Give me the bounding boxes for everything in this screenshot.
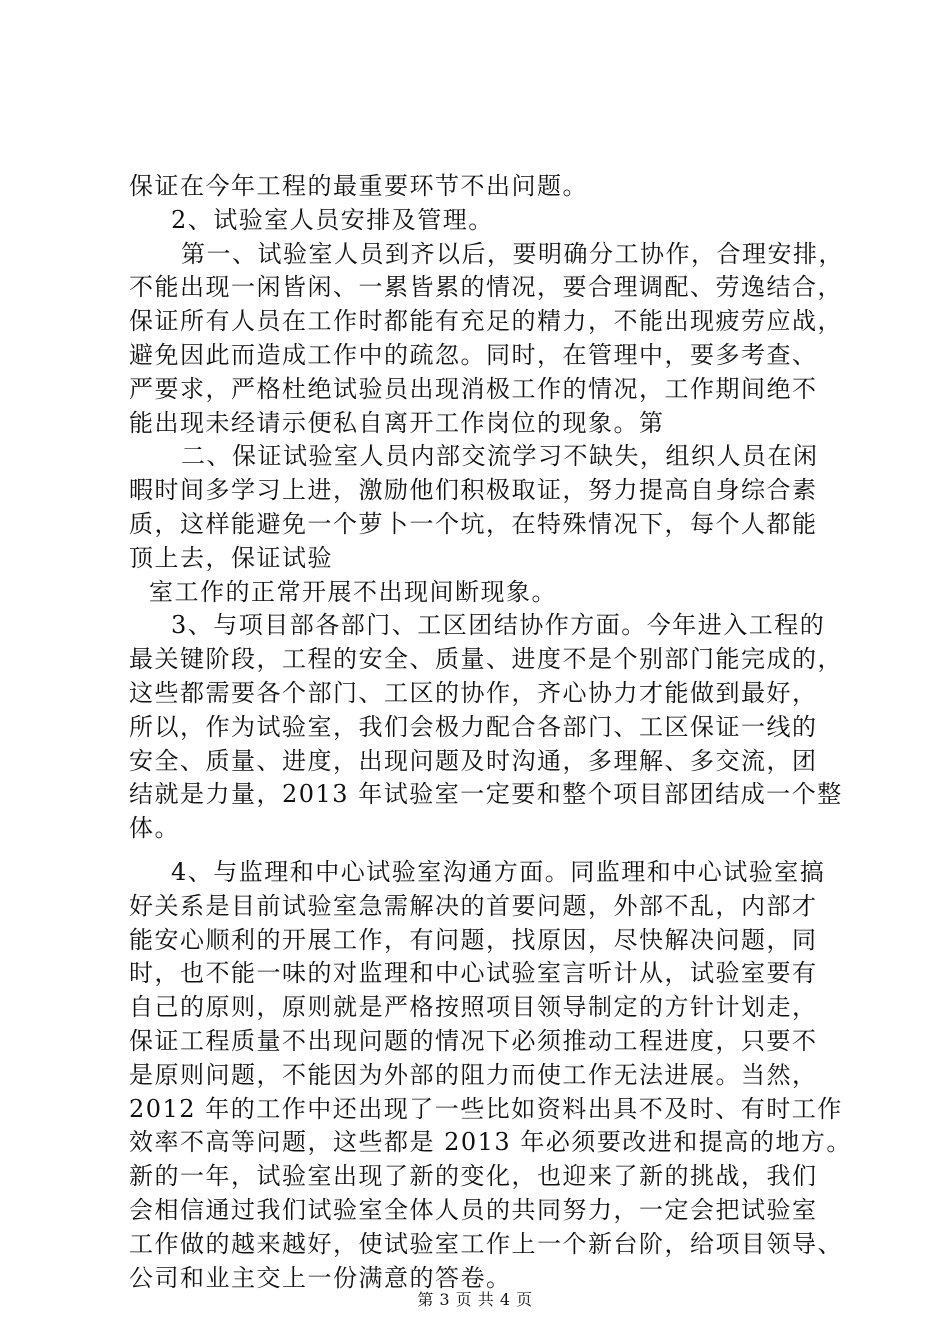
section-heading: 4、与监理和中心试验室沟通方面。同监理和中心试验室搞 (171, 857, 826, 886)
text-line: 会相信通过我们试验室全体人员的共同努力，一定会把试验室 (129, 1195, 818, 1224)
paragraph-start: 第一、试验室人员到齐以后，要明确分工协作，合理安排， (181, 239, 844, 268)
text-line: 体。 (129, 814, 180, 843)
text-line: 新的一年，试验室出现了新的变化，也迎来了新的挑战，我们 (129, 1162, 818, 1191)
text-line: 能出现未经请示便私自离开工作岗位的现象。第 (129, 408, 665, 437)
paragraph-start: 二、保证试验室人员内部交流学习不缺失，组织人员在闲 (181, 442, 819, 471)
text-line: 严要求，严格杜绝试验员出现消极工作的情况，工作期间绝不 (129, 374, 818, 403)
document-body (129, 170, 852, 1295)
text-line: 所以，作为试验室，我们会极力配合各部门、工区保证一线的 (129, 712, 818, 741)
section-heading: 3、与项目部各部门、工区团结协作方面。今年进入工程的 (171, 611, 826, 640)
text-line: 保证工程质量不出现问题的情况下必须推动工程进度，只要不 (129, 1026, 818, 1055)
text-line: 不能出现一闲皆闲、一累皆累的情况，要合理调配、劳逸结合， (129, 273, 843, 302)
text-line: 避免因此而造成工作中的疏忽。同时，在管理中，要多考查、 (129, 340, 818, 369)
text-line: 安全、质量、进度，出现问题及时沟通，多理解、多交流，团 (129, 746, 818, 775)
text-line: 最关键阶段，工程的安全、质量、进度不是个别部门能完成的， (129, 645, 843, 674)
text-line: 好关系是目前试验室急需解决的首要问题，外部不乱，内部才 (129, 891, 818, 920)
text-line: 工作做的越来越好，使试验室工作上一个新台阶，给项目领导、 (129, 1229, 843, 1258)
page-number-footer: 第 3 页 共 4 页 (417, 1290, 533, 1309)
text-line: 公司和业主交上一份满意的答卷。 (129, 1263, 512, 1292)
paragraph-gap (129, 846, 829, 856)
text-line: 质，这样能避免一个萝卜一个坑，在特殊情况下，每个人都能 (129, 509, 818, 538)
text-line: 效率不高等问题，这些都是 2013 年必须要改进和提高的地方。 (129, 1128, 852, 1157)
text-line: 能安心顺利的开展工作，有问题，找原因，尽快解决问题，同 (129, 925, 818, 954)
text-line: 2012 年的工作中还出现了一些比如资料出具不及时、有时工作 (129, 1094, 843, 1123)
text-line: 是原则问题，不能因为外部的阻力而使工作无法进展。当然， (129, 1060, 818, 1089)
text-line: 保证在今年工程的最重要环节不出问题。 (129, 172, 588, 200)
paragraph-start: 室工作的正常开展不出现间断现象。 (149, 577, 557, 606)
text-line: 这些都需要各个部门、工区的协作，齐心协力才能做到最好， (129, 678, 818, 707)
text-line: 时，也不能一味的对监理和中心试验室言听计从，试验室要有 (129, 959, 818, 988)
section-heading: 2、试验室人员安排及管理。 (171, 205, 494, 234)
text-line: 保证所有人员在工作时都能有充足的精力，不能出现疲劳应战， (129, 307, 843, 336)
text-line: 结就是力量，2013 年试验室一定要和整个项目部团结成一个整 (129, 780, 843, 809)
text-line: 顶上去，保证试验 (129, 543, 333, 572)
text-line: 自己的原则，原则就是严格按照项目领导制定的方针计划走， (129, 993, 818, 1022)
text-line: 暇时间多学习上进，激励他们积极取证，努力提高自身综合素 (129, 476, 818, 505)
